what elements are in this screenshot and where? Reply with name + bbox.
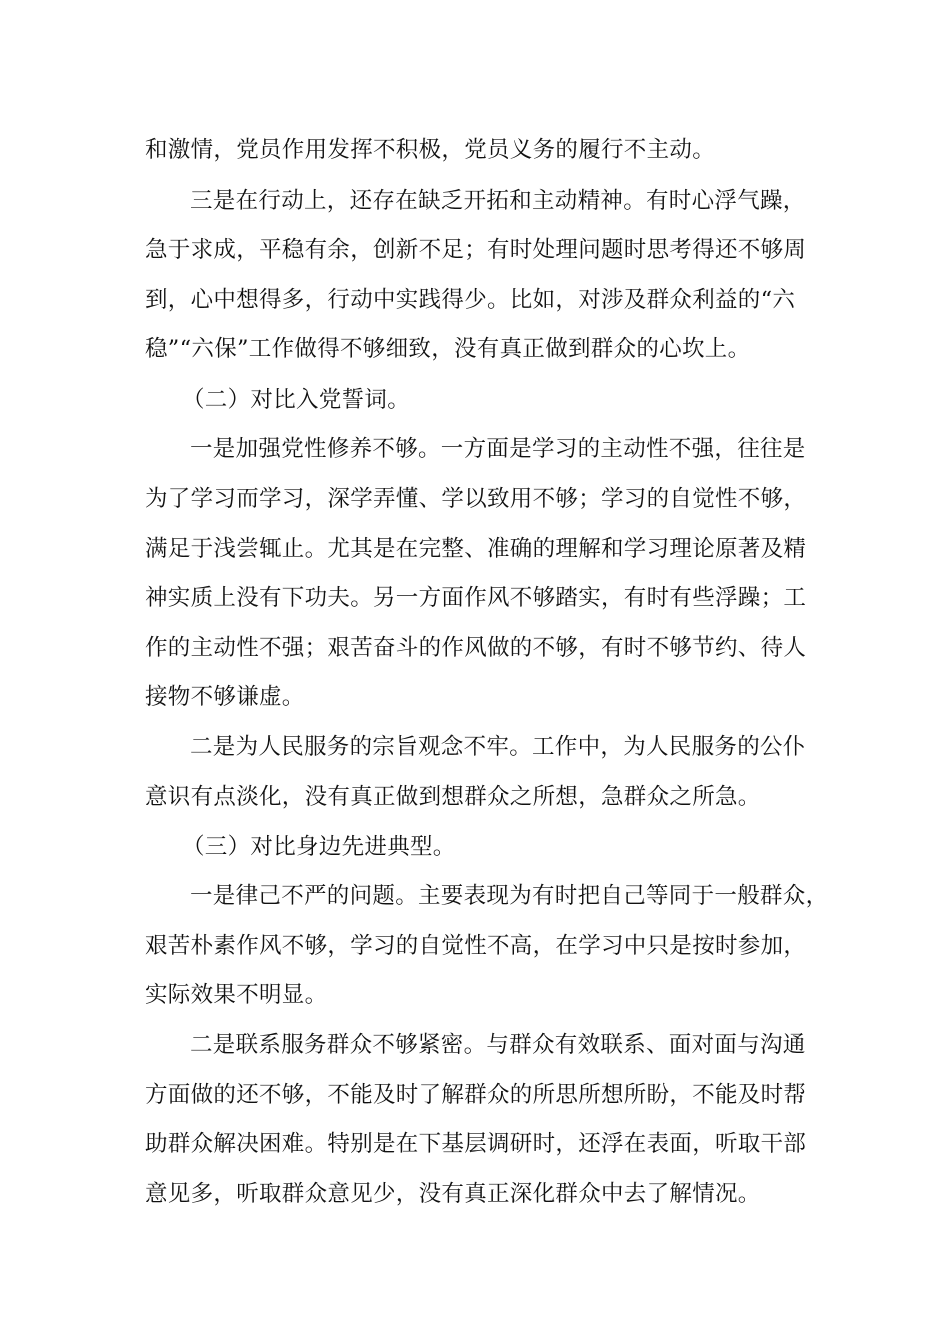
paragraph-line: 二是为人民服务的宗旨观念不牢。工作中，为人民服务的公仆	[190, 734, 806, 760]
section-heading: （二）对比入党誓词。	[182, 387, 411, 413]
paragraph-line: 助群众解决困难。特别是在下基层调研时，还浮在表面，听取干部	[145, 1131, 807, 1157]
paragraph-line: 到，心中想得多，行动中实践得少。比如，对涉及群众利益的“六	[145, 287, 796, 313]
paragraph-line: 一是律己不严的问题。主要表现为有时把自己等同于一般群众，	[190, 883, 829, 909]
paragraph-line: 为了学习而学习，深学弄懂、学以致用不够；学习的自觉性不够，	[145, 486, 807, 512]
paragraph-line: 意见多，听取群众意见少，没有真正深化群众中去了解情况。	[145, 1181, 761, 1207]
paragraph-line: 急于求成，平稳有余，创新不足；有时处理问题时思考得还不够周	[145, 237, 807, 263]
paragraph-line: 稳”“六保”工作做得不够细致，没有真正做到群众的心坎上。	[145, 336, 751, 362]
paragraph-line: 一是加强党性修养不够。一方面是学习的主动性不强，往往是	[190, 436, 806, 462]
paragraph-line: 二是联系服务群众不够紧密。与群众有效联系、面对面与沟通	[190, 1032, 806, 1058]
paragraph-line: 满足于浅尝辄止。尤其是在完整、准确的理解和学习理论原著及精	[145, 536, 807, 562]
paragraph-line: 意识有点淡化，没有真正做到想群众之所想，急群众之所急。	[145, 784, 761, 810]
paragraph-line: 神实质上没有下功夫。另一方面作风不够踏实，有时有些浮躁；工	[145, 585, 807, 611]
paragraph-line: 三是在行动上，还存在缺乏开拓和主动精神。有时心浮气躁，	[190, 188, 806, 214]
paragraph-line: 艰苦朴素作风不够，学习的自觉性不高，在学习中只是按时参加，	[145, 933, 807, 959]
paragraph-line: 作的主动性不强；艰苦奋斗的作风做的不够，有时不够节约、待人	[145, 635, 807, 661]
paragraph-line: 方面做的还不够，不能及时了解群众的所思所想所盼，不能及时帮	[145, 1082, 807, 1108]
section-heading: （三）对比身边先进典型。	[182, 834, 456, 860]
paragraph-line: 和激情，党员作用发挥不积极，党员义务的履行不主动。	[145, 137, 716, 163]
paragraph-line: 实际效果不明显。	[145, 982, 328, 1008]
paragraph-line: 接物不够谦虚。	[145, 684, 305, 710]
